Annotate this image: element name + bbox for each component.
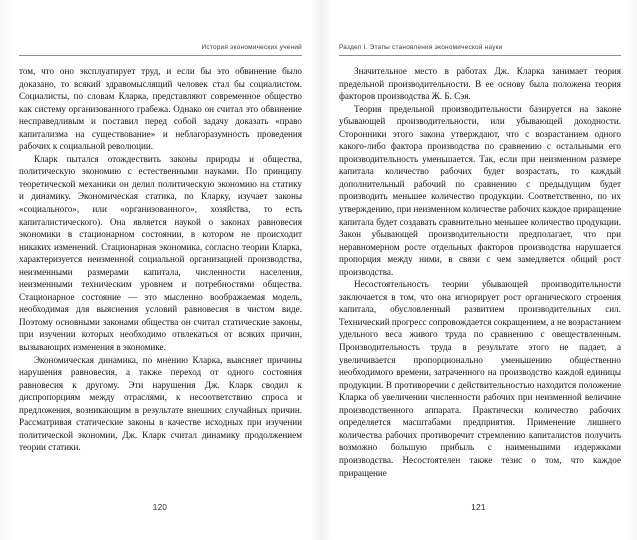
paragraph: Экономическая динамика, по мнению Кларка, выясняет причины нарушения равновесия, а также переход от одного состояния равновесия к другому. Эти нарушения Дж. Кларк сводил к диспропорциям между отраслями, к несоответствию спроса и предложения, возникающим в результате внешних случайных причин. Рассматривая статические законы в качестве исходных при изучении политической экономии, Дж. Кларк считал динамику продолжением теории статики.	[19, 354, 302, 453]
running-head-right-text: Раздел I. Этапы становления экономической науки	[339, 44, 503, 51]
page-number-right: 121	[471, 503, 486, 512]
paragraph: Несостоятельность теории убывающей производительности заключается в том, что она игнорирует рост органического строения капитала, обусловленный развитием производительных сил. Технический прогресс сопровождается сокращением, а не возрастанием удельного веса живого труда по сравнению с овеществленным. Производительность труда в результате этого не падает, а увеличивается пропорционально уменьшению общественно необходимого времени, затраченного на производство каждой единицы продукции. В противоречии с действительностью находится положение Кларка об увеличении численности рабочих при неизменной величине производственного аппарата. Практически количество рабочих определяется масштабами предприятия. Применение лишнего количества рабочих противоречит стремлению капиталистов получить возможно большую прибыль с наименьшими издержками производства. Несостоятелен также тезис о том, что каждое приращение	[339, 279, 621, 478]
body-text-right	[339, 65, 621, 479]
page-number-left: 120	[152, 503, 168, 512]
running-head-right	[339, 40, 621, 56]
paragraph: Кларк пытался отождествить законы природы и общества, политическую экономию с естественными науками. По принципу теоретической механики он делил политическую экономию на статику и динамику. Экономическая статика, по Кларку, изучает законы «социального», или «организованного», хозяйства, то есть капиталистического). Она является наукой о законах равновесия экономики в стационарном состоянии, в котором не происходит никаких изменений. Стационарная экономика, согласно теории Кларка, характеризуется неизменной социальной организацией производства, неизменными размерами капитала, численности населения, неизменными техническим уровнем и потребностями общества. Стационарное состояние — это мысленно воображаемая модель, необходимая для выяснения условий равновесия в чистом виде. Поэтому основными законами общества он считал статические законы, при изучении которых необходимо отвлекаться от всяких причин, вызывающих изменения в экономике.	[19, 153, 302, 353]
running-head-left-text: История экономических учений	[201, 44, 302, 51]
paragraph: том, что оно эксплуатирует труд, и если бы это обвинение было доказано, то всякий здравомыслящий человек стал бы социалистом. Социалисты, по словам Кларка, представляют современное общество как систему организованного грабежа. Однако он считал это обвинение несправедливым и поставил перед собой задачу доказать «право капитализма на существование» и неблагоразумность проведения рабочих к социальной революции.	[19, 66, 302, 152]
paragraph: Значительное место в работах Дж. Кларка занимает теория предельной производительности. В ее основу была положена теория факторов производства Ж. Б. Сэя.	[339, 66, 621, 102]
page-right	[320, 0, 637, 540]
body-text-left	[19, 65, 302, 454]
running-head-rule-right	[339, 55, 621, 56]
running-head-rule-left	[19, 55, 302, 56]
paragraph: Теория предельной производительности базируется на законе убывающей производительности, или убывающей доходности. Сторонники этого закона утверждают, что с возрастанием одного какого-либо фактора производства по сравнению с остальными его производительность уменьшается. Так, если при неизменном размере капитала количество рабочих будет возрастать, то каждый дополнительный рабочий по сравнению с предыдущим будет производить меньшее количество продукции. Соответственно, по их утверждению, при неизменном количестве рабочих каждое приращение капитала будет создавать сравнительно меньшее количество продукции. Закон убывающей производительности предполагает, что при неравномерном росте отдельных факторов производства нарушается пропорция между ними, в связи с чем замедляется общий рост производства.	[339, 103, 621, 277]
running-head-left	[19, 40, 302, 56]
